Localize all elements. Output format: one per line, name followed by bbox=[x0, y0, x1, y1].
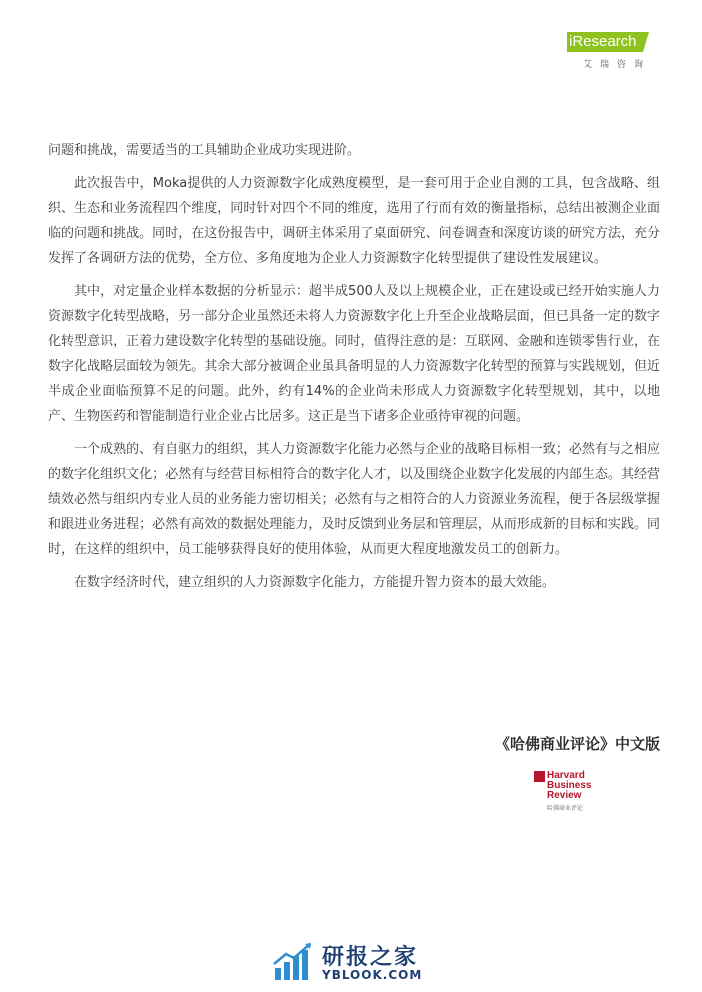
iresearch-logo bbox=[565, 30, 665, 72]
signature: 《哈佛商业评论》中文版 bbox=[494, 735, 660, 753]
hbr-shield-icon bbox=[534, 771, 545, 782]
hbr-line-1: Harvard bbox=[547, 770, 585, 781]
paragraph-5: 在数字经济时代，建立组织的人力资源数字化能力，方能提升智力资本的最大效能。 bbox=[74, 575, 556, 590]
paragraph-1: 问题和挑战，需要适当的工具辅助企业成功实现进阶。 bbox=[48, 143, 361, 158]
logo-wordmark: iResearch bbox=[569, 33, 637, 50]
hbr-line-2: Business bbox=[547, 780, 592, 791]
logo-cn-text: 艾瑞咨询 bbox=[583, 60, 652, 70]
watermark-title: 研报之家 bbox=[322, 945, 419, 970]
report-body bbox=[48, 138, 660, 603]
hbr-cn-text: 哈佛商业评论 bbox=[547, 805, 584, 812]
hbr-line-3: Review bbox=[547, 790, 582, 801]
hbr-logo bbox=[534, 769, 604, 813]
bar-chart-icon bbox=[272, 942, 316, 982]
watermark bbox=[272, 940, 442, 986]
paragraph-2: 此次报告中，Moka提供的人力资源数字化成熟度模型，是一套可用于企业自测的工具，包含战略、组织、生态和业务流程四个维度，同时针对四个不同的维度，选用了行而有效的衡量指标，总结出被测企业面临的问题和挑战。同时，在这份报告中，调研主体采用了桌面研究、问卷调查和深度访谈的研究方法，充分发挥了各调研方法的优势，全方位、多角度地为企业人力资源数字化转型提供了建设性发展建议。 bbox=[48, 176, 660, 266]
paragraph-3: 其中，对定量企业样本数据的分析显示：超半成500人及以上规模企业，正在建设或已经开始实施人力资源数字化转型战略，另一部分企业虽然还未将人力资源数字化上升至企业战略层面，但已具备一定的数字化转型意识，正着力建设数字化转型的基础设施。同时，值得注意的是：互联网、金融和连锁零售行业，在数字化战略层面较为领先。其余大部分被调企业虽具备明显的人力资源数字化转型的预算与实践规划，但近半成企业面临预算不足的问题。此外，约有14%的企业尚未形成人力资源数字化转型规划，其中，以地产、生物医药和智能制造行业企业占比居多。这正是当下诸多企业亟待审视的问题。 bbox=[48, 284, 660, 424]
paragraph-4: 一个成熟的、有自驱力的组织，其人力资源数字化能力必然与企业的战略目标相一致；必然有与之相应的数字化组织文化；必然有与经营目标相符合的数字化人才，以及围绕企业数字化发展的内部生态。其经营绩效必然与组织内专业人员的业务能力密切相关；必然有与之相符合的人力资源业务流程，便于各层级掌握和跟进业务进程；必然有高效的数据处理能力，及时反馈到业务层和管理层，从而形成新的目标和实践。同时，在这样的组织中，员工能够获得良好的使用体验，从而更大程度地激发员工的创新力。 bbox=[48, 442, 660, 557]
watermark-url: YBLOOK.COM bbox=[322, 968, 423, 982]
